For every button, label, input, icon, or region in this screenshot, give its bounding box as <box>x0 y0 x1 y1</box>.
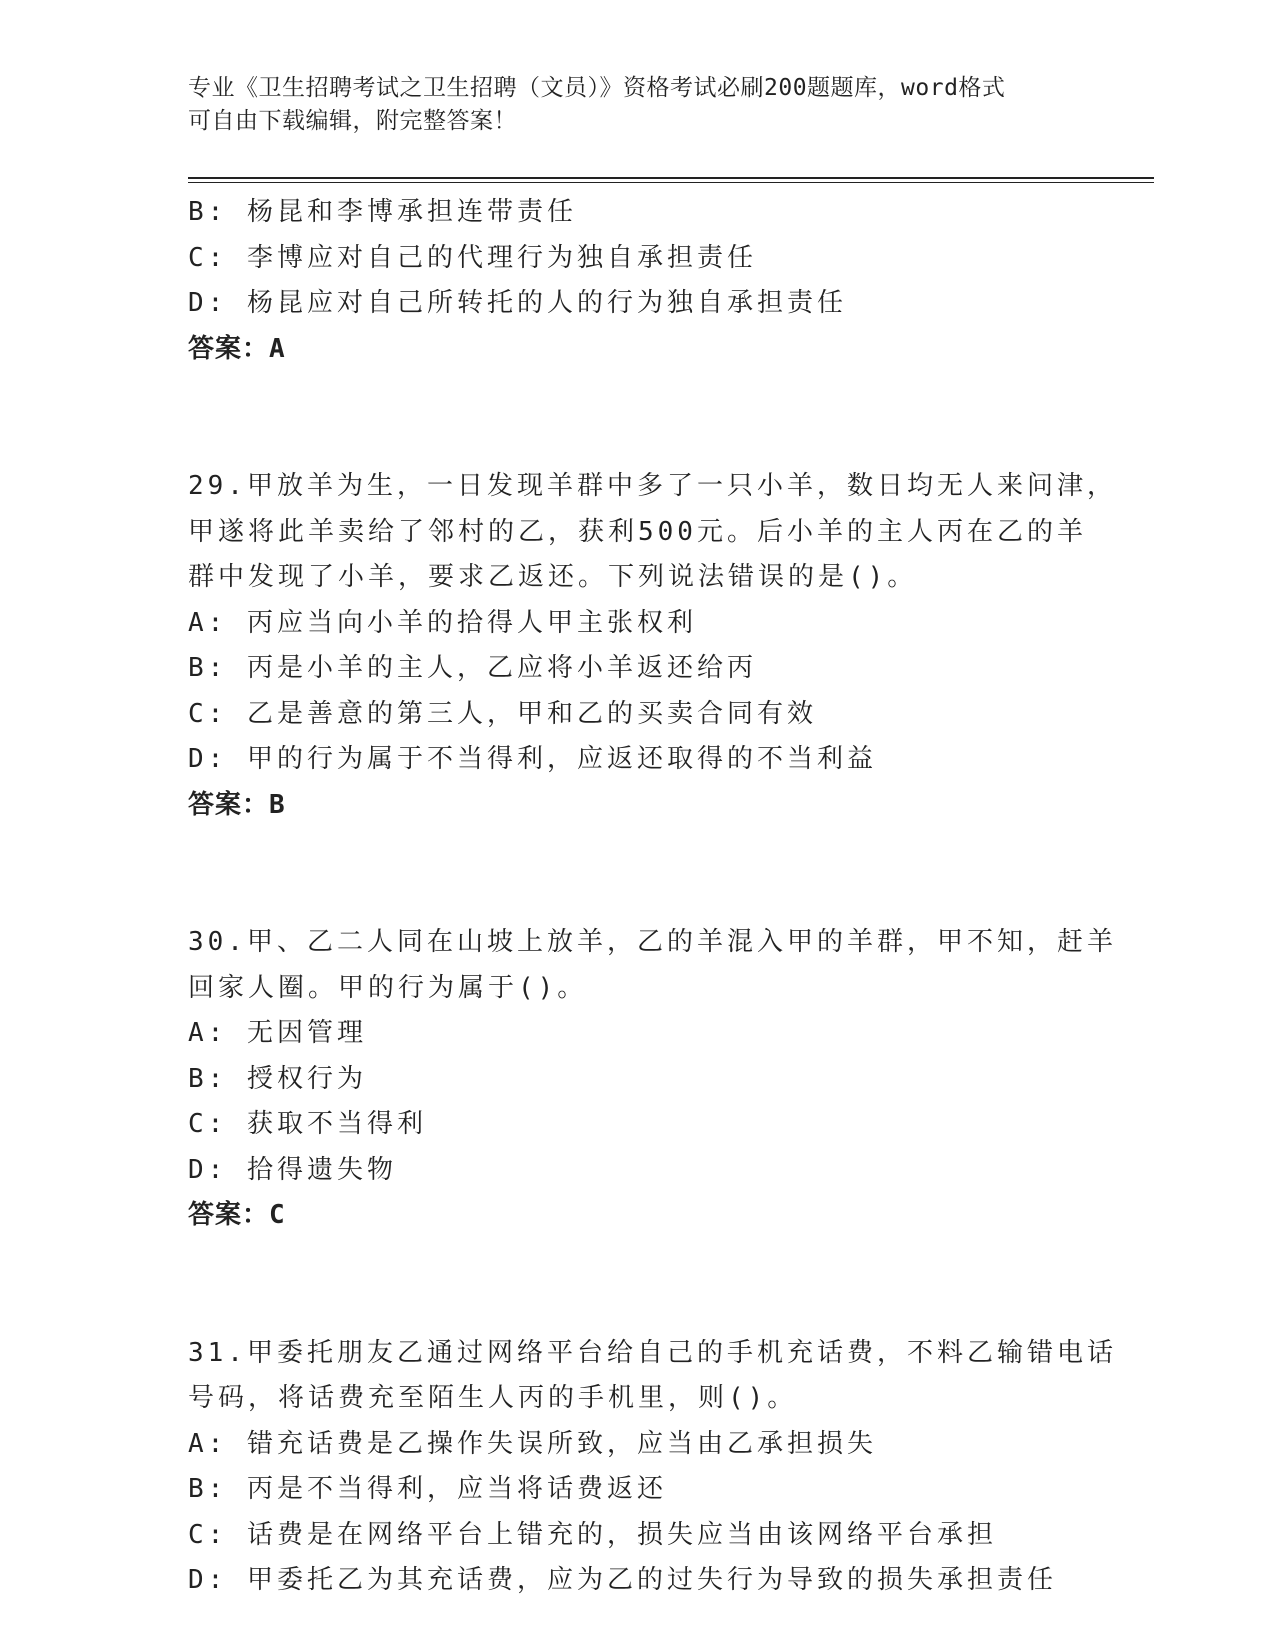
option-d: D: 拾得遗失物 <box>188 1154 397 1185</box>
question-stem-line: 号码，将话费充至陌生人丙的手机里，则()。 <box>188 1383 798 1413</box>
question-block-prev <box>188 190 1088 372</box>
option-b: B: 授权行为 <box>188 1063 367 1094</box>
option-d: D: 杨昆应对自己所转托的人的行为独自承担责任 <box>188 288 847 318</box>
question-stem-line: 群中发现了小羊，要求乙返还。下列说法错误的是()。 <box>188 562 918 592</box>
question-list <box>188 190 1117 1604</box>
option-a: A: 丙应当向小羊的拾得人甲主张权利 <box>188 607 697 638</box>
document-header <box>188 72 1088 138</box>
question-stem-line: 30.甲、乙二人同在山坡上放羊，乙的羊混入甲的羊群，甲不知，赶羊 <box>188 927 1117 957</box>
answer-line: 答案：C <box>188 1200 286 1230</box>
option-a: A: 无因管理 <box>188 1018 367 1048</box>
option-d: D: 甲委托乙为其充话费，应为乙的过失行为导致的损失承担责任 <box>188 1565 1057 1595</box>
header-line-1: 专业《卫生招聘考试之卫生招聘（文员）》资格考试必刷200题题库，word格式 <box>188 75 1006 101</box>
option-c: C: 李博应对自己的代理行为独自承担责任 <box>188 242 757 273</box>
option-d: D: 甲的行为属于不当得利，应返还取得的不当利益 <box>188 744 877 774</box>
question-stem-line: 29.甲放羊为生，一日发现羊群中多了一只小羊，数日均无人来问津， <box>188 471 1117 501</box>
option-b: B: 丙是小羊的主人，乙应将小羊返还给丙 <box>188 653 757 683</box>
answer-line: 答案：B <box>188 789 286 820</box>
header-rule-thin <box>188 182 1154 183</box>
option-b: B: 杨昆和李博承担连带责任 <box>188 197 577 227</box>
question-block-31 <box>188 1331 1117 1604</box>
option-c: C: 话费是在网络平台上错充的，损失应当由该网络平台承担 <box>188 1519 997 1550</box>
header-rule-thick <box>188 177 1154 179</box>
header-line-2: 可自由下载编辑，附完整答案！ <box>188 108 517 134</box>
question-stem-line: 回家人圈。甲的行为属于()。 <box>188 972 588 1003</box>
answer-line: 答案：A <box>188 333 286 364</box>
option-a: A: 错充话费是乙操作失误所致，应当由乙承担损失 <box>188 1428 877 1459</box>
question-stem-line: 甲遂将此羊卖给了邻村的乙，获利500元。后小羊的主人丙在乙的羊 <box>188 516 1087 547</box>
question-stem-line: 31.甲委托朋友乙通过网络平台给自己的手机充话费，不料乙输错电话 <box>188 1337 1117 1368</box>
question-block-29 <box>188 464 1117 828</box>
option-c: C: 乙是善意的第三人，甲和乙的买卖合同有效 <box>188 698 817 729</box>
question-block-30 <box>188 920 1117 1239</box>
option-c: C: 获取不当得利 <box>188 1109 427 1139</box>
option-b: B: 丙是不当得利，应当将话费返还 <box>188 1474 667 1504</box>
